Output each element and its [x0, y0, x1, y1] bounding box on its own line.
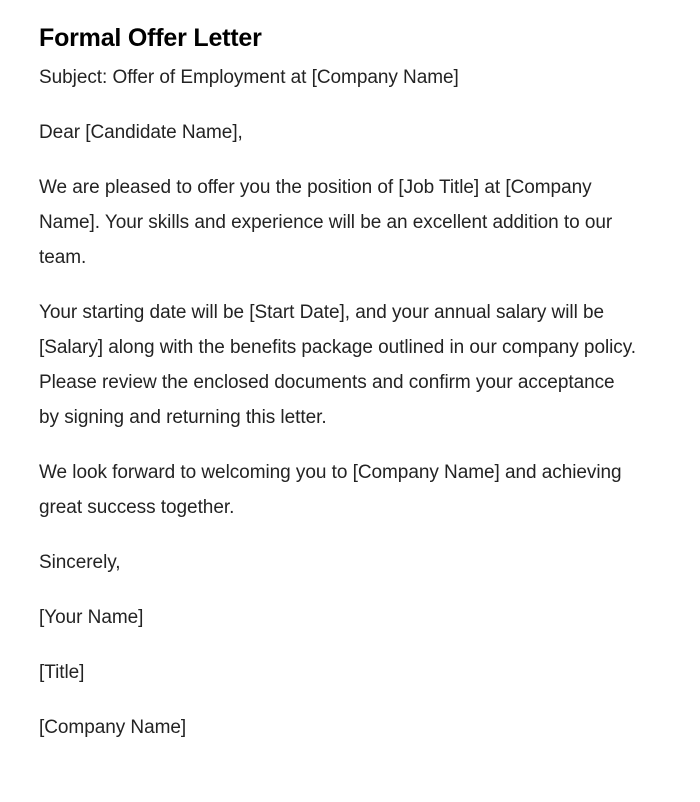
valediction: Sincerely,	[39, 552, 121, 573]
terms-paragraph: Your starting date will be [Start Date], and your annual salary will be [Salary] along with the benefits package outlined in our company policy. Please review the enclosed documents and confirm your acceptance by signing and returning this letter.	[39, 302, 637, 428]
salutation: Dear [Candidate Name],	[39, 122, 243, 143]
signer-name: [Your Name]	[39, 607, 144, 628]
offer-paragraph: We are pleased to offer you the position of [Job Title] at [Company Name]. Your skills and experience will be an excellent addition to our team.	[39, 177, 613, 268]
closing-paragraph: We look forward to welcoming you to [Company Name] and achieving great success together.	[39, 462, 622, 518]
document-body	[39, 22, 639, 745]
signer-title: [Title]	[39, 662, 85, 683]
subject-line: Subject: Offer of Employment at [Company Name]	[39, 67, 459, 88]
page-title: Formal Offer Letter	[39, 24, 262, 52]
signer-company: [Company Name]	[39, 717, 187, 738]
